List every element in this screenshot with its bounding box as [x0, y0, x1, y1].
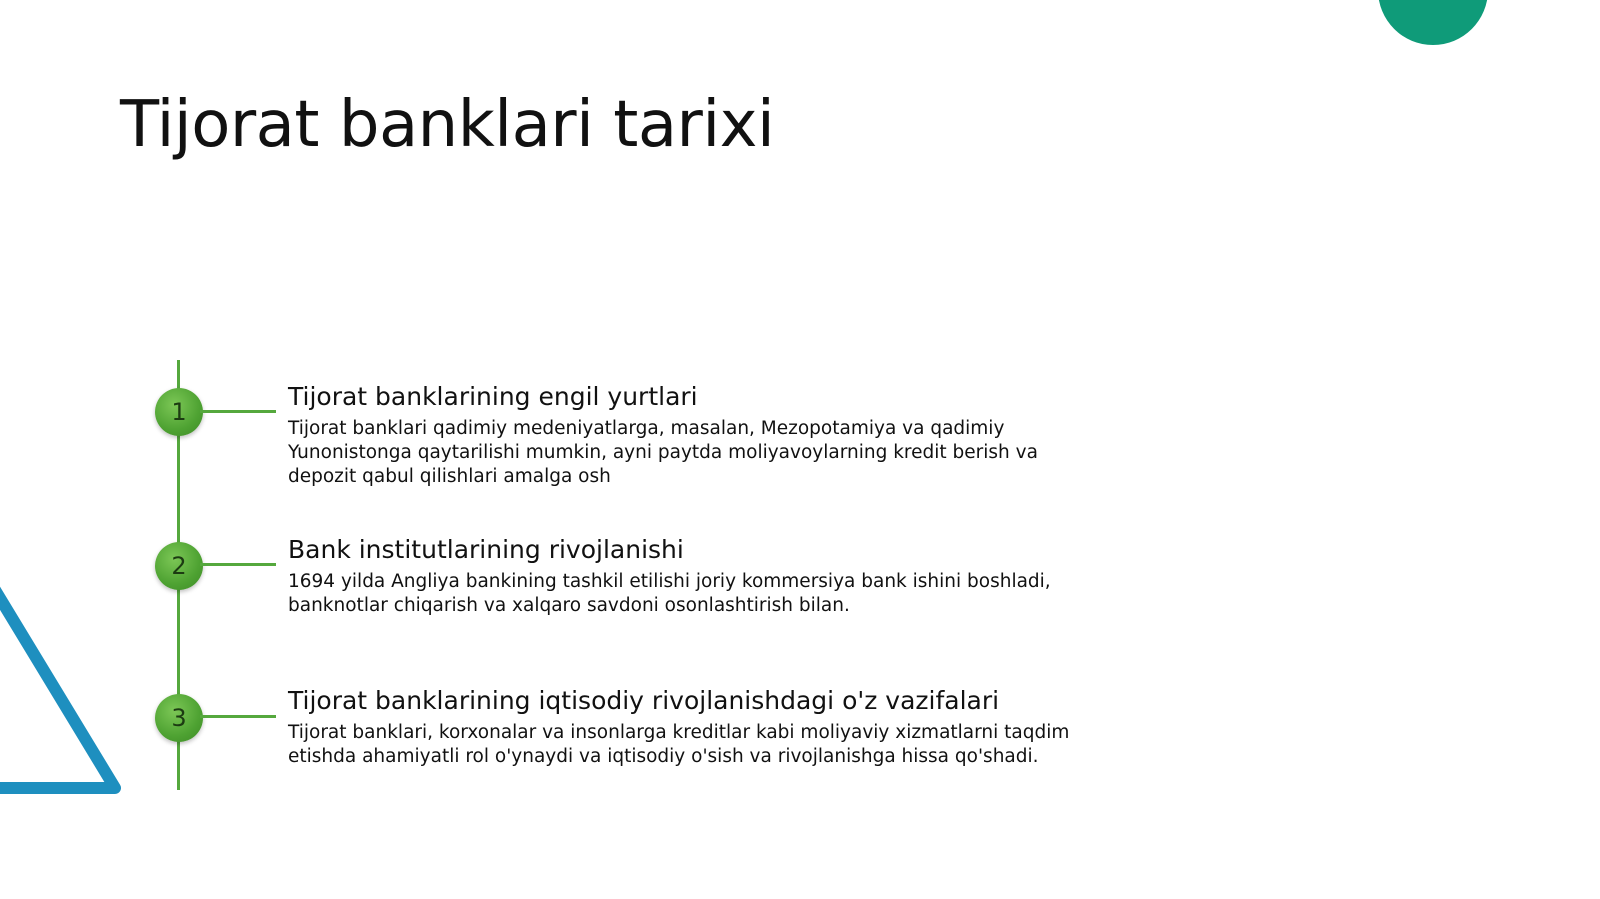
decorative-circle [1378, 0, 1488, 45]
timeline-item-heading: Bank institutlarining rivojlanishi [288, 535, 684, 564]
slide-title: Tijorat banklari tarixi [120, 88, 775, 162]
timeline-item-heading: Tijorat banklarining iqtisodiy rivojlanishdagi o'z vazifalari [288, 686, 1000, 715]
timeline-item-1 [288, 382, 1088, 489]
decorative-triangle [0, 560, 140, 820]
timeline-item-text: Tijorat banklari, korxonalar va insonlarga kreditlar kabi moliyaviy xizmatlarni taqdim etishda ahamiyatli rol o'ynaydi va iqtisodiy o'sish va rivojlanishga hissa qo'shadi. [288, 722, 1070, 767]
timeline-connector-2 [200, 563, 276, 566]
timeline-item-heading: Tijorat banklarining engil yurtlari [288, 382, 698, 411]
timeline-item-text: Tijorat banklari qadimiy medeniyatlarga, masalan, Mezopotamiya va qadimiy Yunonistonga qaytarilishi mumkin, ayni paytda moliyavoylarning kredit berish va depozit qabul qilishlari amalga osh [288, 418, 1038, 487]
timeline-connector-3 [200, 715, 276, 718]
timeline-node-2: 2 [155, 542, 203, 590]
timeline-item-2 [288, 535, 1088, 618]
timeline-item-text: 1694 yilda Angliya bankining tashkil etilishi joriy kommersiya bank ishini boshladi, banknotlar chiqarish va xalqaro savdoni osonlashtirish bilan. [288, 571, 1051, 616]
timeline-item-3 [288, 686, 1088, 769]
timeline-node-1: 1 [155, 388, 203, 436]
timeline-node-3: 3 [155, 694, 203, 742]
timeline-connector-1 [200, 410, 276, 413]
